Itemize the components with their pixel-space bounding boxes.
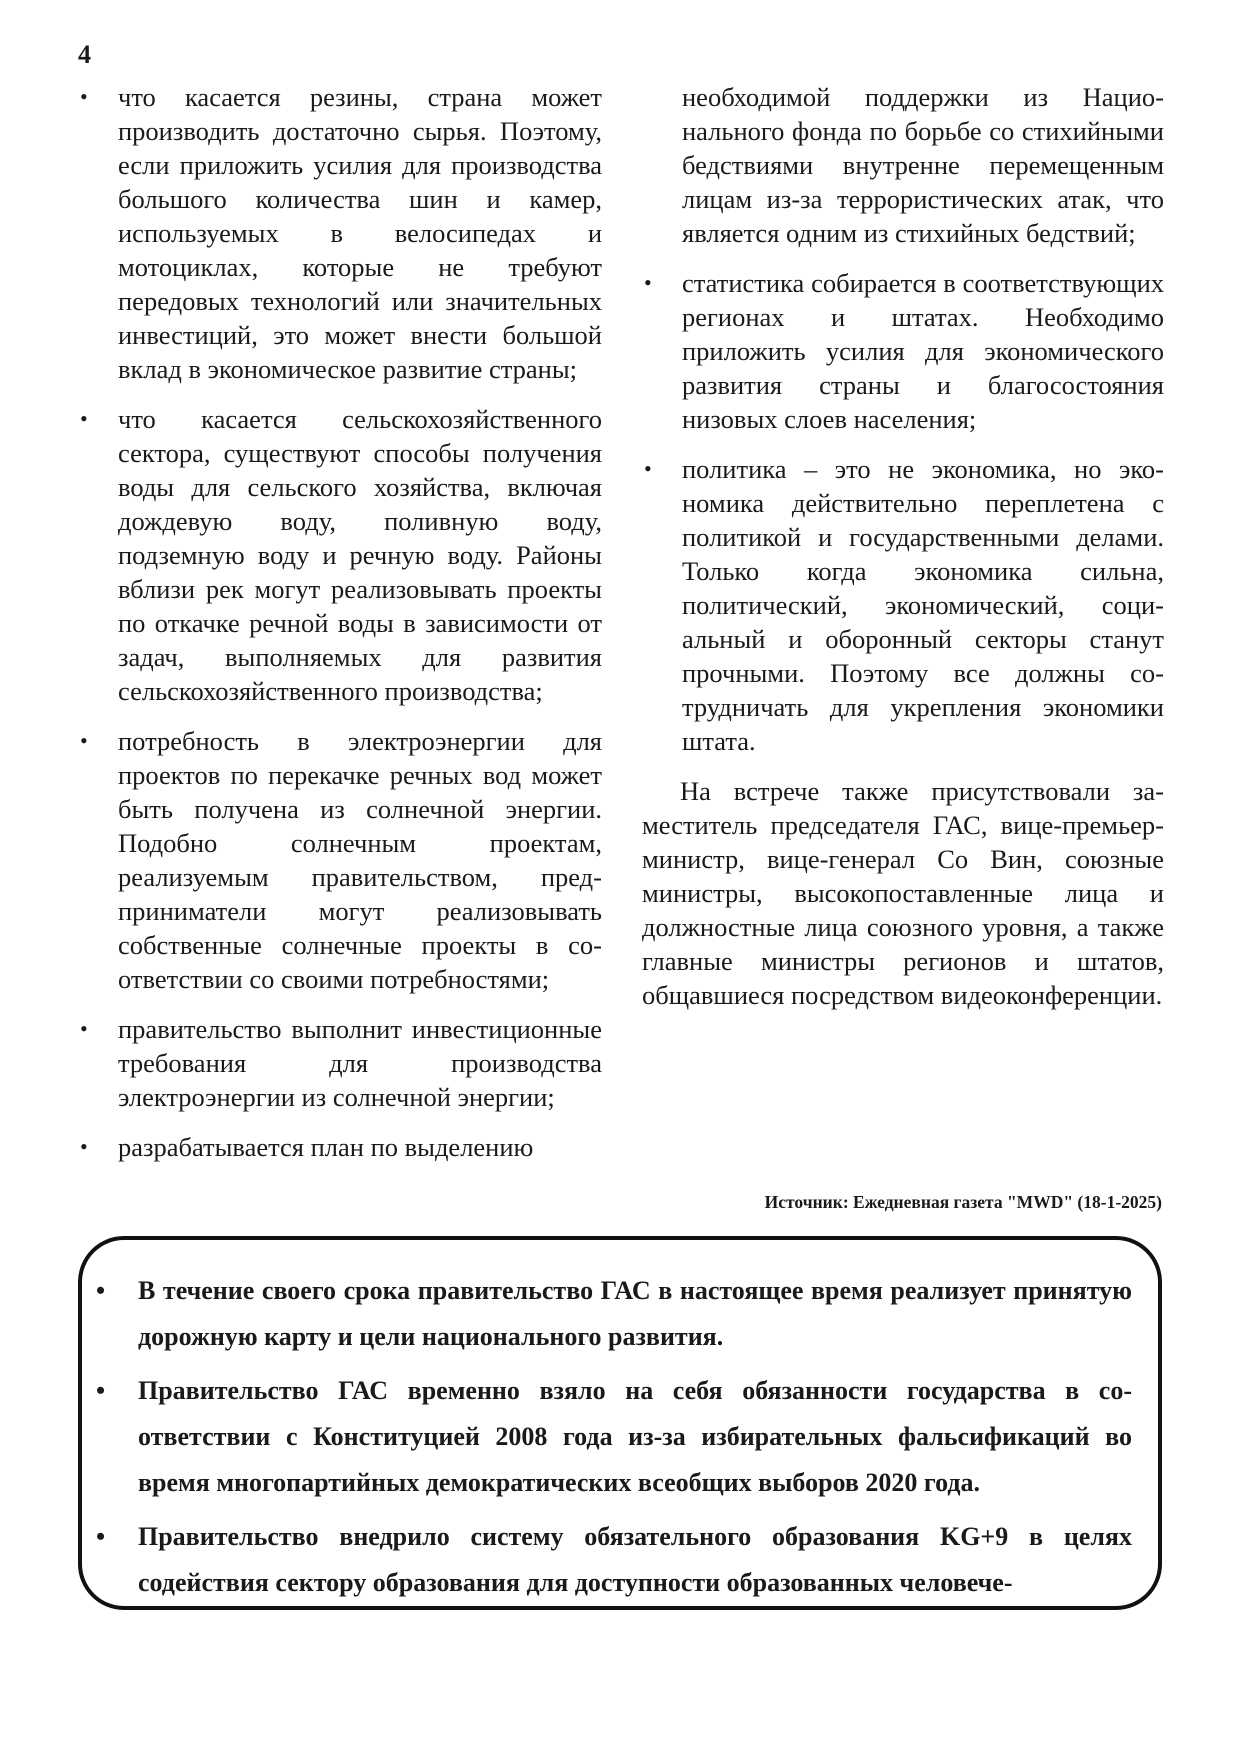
left-bullet-list [78,80,602,1164]
list-item: • разрабатывается план по выделению [78,1130,602,1164]
highlight-box [78,1236,1162,1610]
list-item: • правительство выполнит инвестиционные требования для производства электроэнергии из солнечной энергии; [78,1012,602,1114]
highlight-item: • В течение своего срока правительство ГАС в настоящее время реализует принятую дорожную карту и цели национального развития. [138,1268,1132,1360]
list-item: • потребность в электроэнергии для проектов по перекачке речных вод может быть получена из солнечной энергии. Подобно солнечным проектам, реализуемым правительством, предприниматели могут реализовывать собственные солнечные проекты в соответствии со своими потребностями; [78,724,602,996]
highlight-item: • Правительство ГАС временно взяло на себя обязанности государства в соответствии с Конституцией 2008 года из-за избирательных фальсификаций во время многопартийных демократических всеобщих выборов 2020 года. [138,1368,1132,1506]
bullet-continuation: необходимой поддержки из Национального фонда по борьбе со стихийными бедствиями внутренне перемещенным лицам из-за террористических атак, что является одним из стихийных бедствий; [682,82,1164,248]
highlight-item: • Правительство внедрило систему обязательного образования KG+9 в целях содействия сектору образования для доступности образованных человече- [138,1514,1132,1606]
body-paragraph: На встрече также присутствовали заместитель председателя ГАС, вице-премьер-министр, вице-генерал Со Вин, союзные министры, высокопоставленные лица и должностные лица союзного уровня, а также главные министры регионов и штатов, общавшиеся посредством видеоконференции. [642,776,1164,1010]
list-item: • статистика собирается в соответствующих регионах и штатах. Необходимо приложить усилия для экономического развития страны и благосостояния низовых слоев населения; [642,266,1164,436]
list-item: • что касается резины, страна может производить достаточно сырья. Поэтому, если приложить усилия для производства большого количества шин и камер, используемых в велосипедах и мотоциклах, которые не требуют передовых технологий или значительных инвестиций, это может внести большой вклад в экономическое развитие страны; [78,80,602,386]
highlight-bullet-list [82,1240,1158,1606]
right-column [642,80,1164,1012]
list-item: • что касается сельскохозяйственного сектора, существуют способы получения воды для сельского хозяйства, включая дождевую воду, поливную воду, подземную воду и речную воду. Районы вблизи рек могут реализовывать проекты по откачке речной воды в зависимости от задач, выполняемых для развития сельскохозяйственного производства; [78,402,602,708]
left-column [78,80,602,1180]
page-number: 4 [78,40,91,69]
source-citation: Источник: Ежедневная газета "MWD" (18-1-2025) [764,1192,1162,1212]
list-item: • политика – это не экономика, но экономика действительно переплетена с политикой и государственными делами. Только когда экономика сильна, политический, экономический, социальный и оборонный секторы станут прочными. Поэтому все должны сотрудничать для укрепления экономики штата. [642,452,1164,758]
right-bullet-list [642,266,1164,758]
